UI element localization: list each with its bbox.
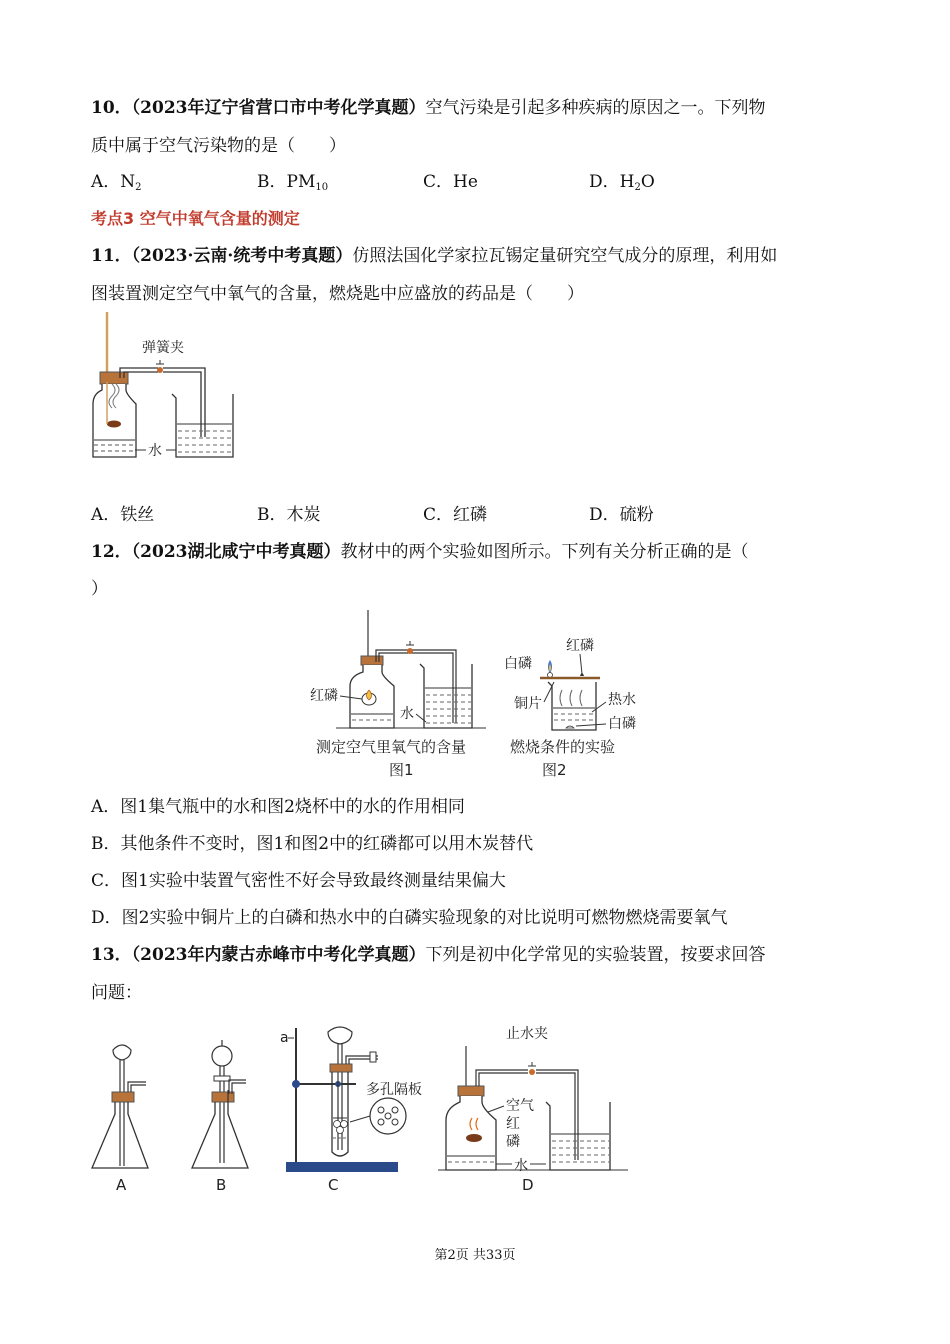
question-source: （2023年内蒙古赤峰市中考化学真题） — [131, 945, 426, 965]
water-label: 水 — [148, 443, 162, 459]
hot-water-label: 热水 — [608, 692, 636, 708]
red-phosphorus-label-2: 磷 — [506, 1134, 520, 1150]
apparatus-b — [192, 1040, 248, 1194]
section-heading: 考点3 空气中氧气含量的测定 — [91, 209, 300, 228]
label-b: B — [216, 1176, 227, 1194]
porous-plate-label: 多孔隔板 — [366, 1082, 422, 1098]
apparatus-d — [438, 1025, 628, 1194]
apparatus-c — [280, 1027, 422, 1194]
q11-line-1 — [91, 244, 777, 268]
q13-line-2 — [91, 981, 142, 1005]
q11-option-a[interactable]: A．铁丝 — [91, 505, 155, 525]
q13-line-1 — [91, 943, 766, 967]
q11-option-d[interactable]: D．硫粉 — [589, 505, 654, 525]
q12-line-1 — [91, 540, 749, 564]
question-source: （2023年辽宁省营口市中考化学真题） — [131, 98, 426, 118]
q10-option-d[interactable]: D．$H_2O$ — [589, 172, 655, 193]
label-c: C — [328, 1176, 339, 1194]
q12-figure-2 — [500, 632, 660, 782]
water-label: 水 — [514, 1158, 528, 1174]
q10-line-2 — [91, 134, 346, 158]
q11-option-b[interactable]: B．木炭 — [257, 505, 321, 525]
q12-figure-1 — [306, 610, 496, 780]
red-phosphorus-label: 红磷 — [310, 688, 338, 704]
question-number: 10． — [91, 98, 132, 118]
figure-1-name: 图1 — [389, 761, 414, 779]
q10-line-1 — [91, 96, 766, 120]
question-number: 12． — [91, 542, 132, 562]
white-phosphorus-label: 白磷 — [608, 716, 636, 732]
q10-option-a[interactable]: A．$N_2$ — [91, 172, 142, 193]
q11-line-2 — [91, 282, 584, 306]
question-source: （2023湖北咸宁中考真题） — [131, 542, 341, 562]
clamp-label: 弹簧夹 — [142, 340, 184, 356]
question-text: 仿照法国化学家拉瓦锡定量研究空气成分的原理，利用如 — [352, 246, 778, 266]
q10-option-b[interactable]: B．$PM_{10}$ — [257, 172, 329, 193]
air-label: 空气 — [506, 1098, 534, 1114]
water-clamp-label: 止水夹 — [506, 1026, 548, 1042]
red-phosphorus-label: 红磷 — [566, 638, 594, 654]
q11-apparatus-figure — [88, 312, 248, 462]
question-text: ） — [91, 579, 108, 599]
question-text: 空气污染是引起多种疾病的原因之一。下列物 — [425, 98, 766, 118]
question-text: 教材中的两个实验如图所示。下列有关分析正确的是（ — [340, 542, 749, 562]
question-number: 11． — [91, 246, 132, 266]
page-footer: 第2页 共33页 — [434, 1248, 516, 1263]
tube-a-label: a — [280, 1030, 289, 1046]
q12-option-a[interactable]: A．图1集气瓶中的水和图2烧杯中的水的作用相同 — [91, 797, 465, 817]
red-phosphorus-label-1: 红 — [506, 1116, 520, 1132]
q12-line-2 — [91, 577, 108, 601]
q13-apparatus-figure — [88, 1018, 648, 1203]
q12-option-d[interactable]: D．图2实验中铜片上的白磷和热水中的白磷实验现象的对比说明可燃物燃烧需要氧气 — [91, 908, 728, 928]
label-d: D — [522, 1176, 534, 1194]
question-source: （2023·云南·统考中考真题） — [131, 246, 353, 266]
figure-2-name: 图2 — [542, 761, 567, 779]
figure-1-caption: 测定空气里氧气的含量 — [316, 738, 467, 756]
white-phosphorus-label: 白磷 — [504, 656, 532, 672]
question-number: 13． — [91, 945, 132, 965]
question-text: 质中属于空气污染物的是（ ） — [91, 136, 346, 156]
q12-option-b[interactable]: B．其他条件不变时，图1和图2中的红磷都可以用木炭替代 — [91, 834, 534, 854]
question-text: 问题： — [91, 983, 142, 1003]
copper-plate-label: 铜片 — [514, 696, 542, 712]
apparatus-a — [92, 1045, 148, 1194]
label-a: A — [116, 1176, 127, 1194]
q12-option-c[interactable]: C．图1实验中装置气密性不好会导致最终测量结果偏大 — [91, 871, 506, 891]
question-text: 图装置测定空气中氧气的含量，燃烧匙中应盛放的药品是（ ） — [91, 284, 584, 304]
water-label: 水 — [400, 706, 414, 722]
figure-2-caption: 燃烧条件的实验 — [510, 738, 616, 756]
q10-option-c[interactable]: C．He — [423, 172, 478, 192]
q11-option-c[interactable]: C．红磷 — [423, 505, 488, 525]
question-text: 下列是初中化学常见的实验装置，按要求回答 — [425, 945, 766, 965]
